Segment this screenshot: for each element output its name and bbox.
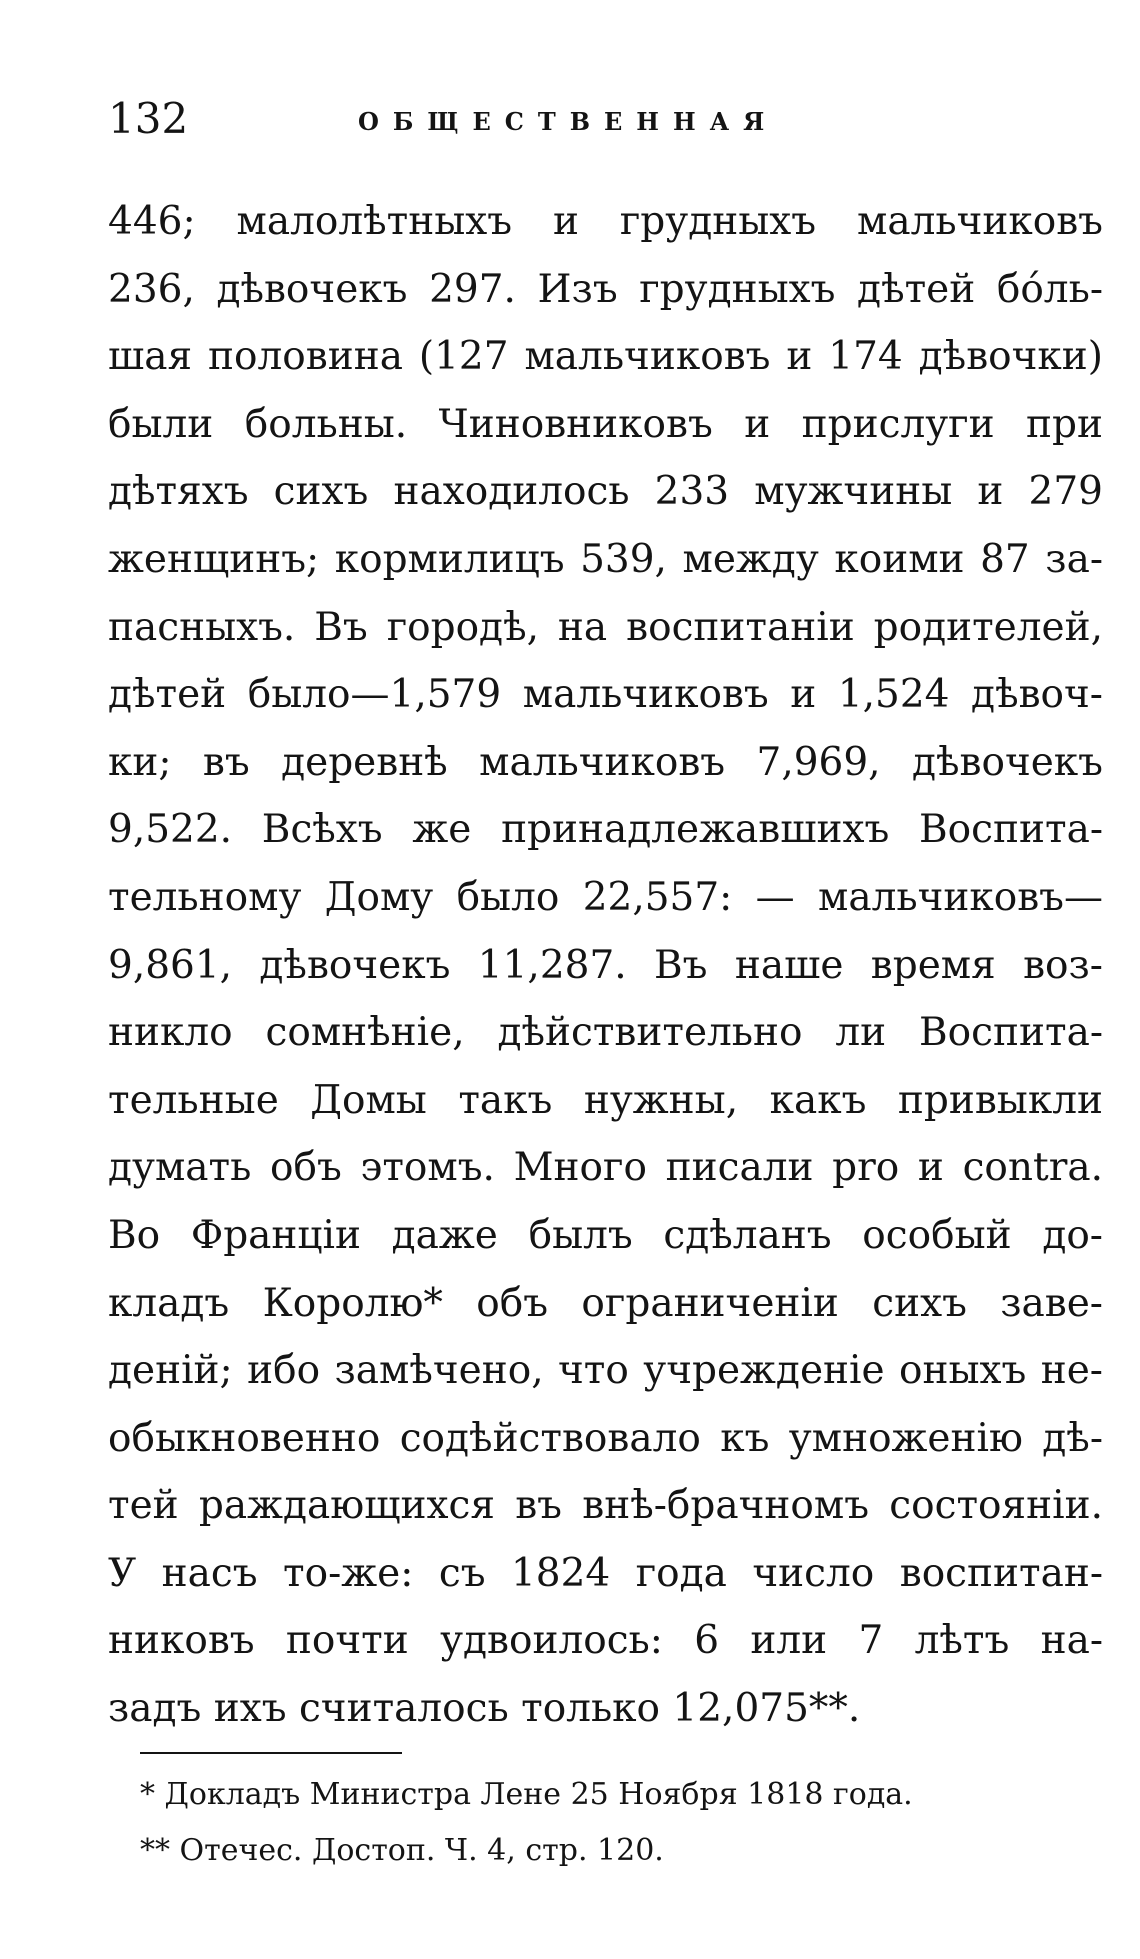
text-line: обыкновенно содѣйствовало къ умноженію дѣ-	[108, 1415, 1103, 1461]
text-line: задъ ихъ считалось только 12,075**.	[108, 1686, 861, 1732]
text-line: никло сомнѣніе, дѣйствительно ли Воспита-	[108, 1010, 1103, 1056]
text-line: шая половина (127 мальчиковъ и 174 дѣвочки)	[108, 334, 1103, 380]
footnote-divider	[140, 1752, 402, 1754]
text-line: У насъ то-же: съ 1824 года число воспитан-	[108, 1550, 1103, 1596]
text-line: тельному Дому было 22,557: — мальчиковъ—	[108, 874, 1103, 920]
text-line: ки; въ деревнѣ мальчиковъ 7,969, дѣвочекъ	[108, 739, 1103, 785]
text-line: дѣтяхъ сихъ находилось 233 мужчины и 279	[108, 469, 1103, 515]
text-line: тельные Домы такъ нужны, какъ привыкли	[108, 1077, 1103, 1123]
text-line: дѣтей было—1,579 мальчиковъ и 1,524 дѣвоч-	[108, 672, 1103, 718]
page-number: 132	[108, 94, 189, 143]
text-line: тей раждающихся въ внѣ-брачномъ состояніи.	[108, 1483, 1103, 1529]
main-text	[108, 188, 1103, 1743]
text-line: Во Франціи даже былъ сдѣланъ особый до-	[108, 1212, 1103, 1258]
text-line: пасныхъ. Въ городѣ, на воспитаніи родителей,	[108, 604, 1103, 650]
text-line: были больны. Чиновниковъ и прислуги при	[108, 401, 1103, 447]
text-line: 446; малолѣтныхъ и грудныхъ мальчиковъ	[108, 199, 1103, 244]
running-title: ОБЩЕСТВЕННАЯ	[358, 107, 779, 136]
footnotes	[140, 1777, 1040, 1892]
footnote: * Докладъ Министра Лене 25 Ноября 1818 года.	[140, 1777, 913, 1812]
text-line: женщинъ; кормилицъ 539, между коими 87 за-	[108, 536, 1103, 582]
text-line: кладъ Королю* объ ограниченіи сихъ заве-	[108, 1280, 1103, 1326]
page-header	[108, 94, 1088, 158]
text-line: 236, дѣвочекъ 297. Изъ грудныхъ дѣтей бóль-	[108, 266, 1103, 312]
text-line: 9,522. Всѣхъ же принадлежавшихъ Воспита-	[108, 807, 1103, 853]
text-line: думать объ этомъ. Много писали pro и contra.	[108, 1145, 1103, 1191]
text-line: 9,861, дѣвочекъ 11,287. Въ наше время воз-	[108, 942, 1103, 988]
footnote: ** Отечес. Достоп. Ч. 4, стр. 120.	[140, 1833, 664, 1868]
text-line: деній; ибо замѣчено, что учрежденіе оныхъ не-	[108, 1348, 1103, 1394]
text-line: никовъ почти удвоилось: 6 или 7 лѣтъ на-	[108, 1618, 1103, 1664]
